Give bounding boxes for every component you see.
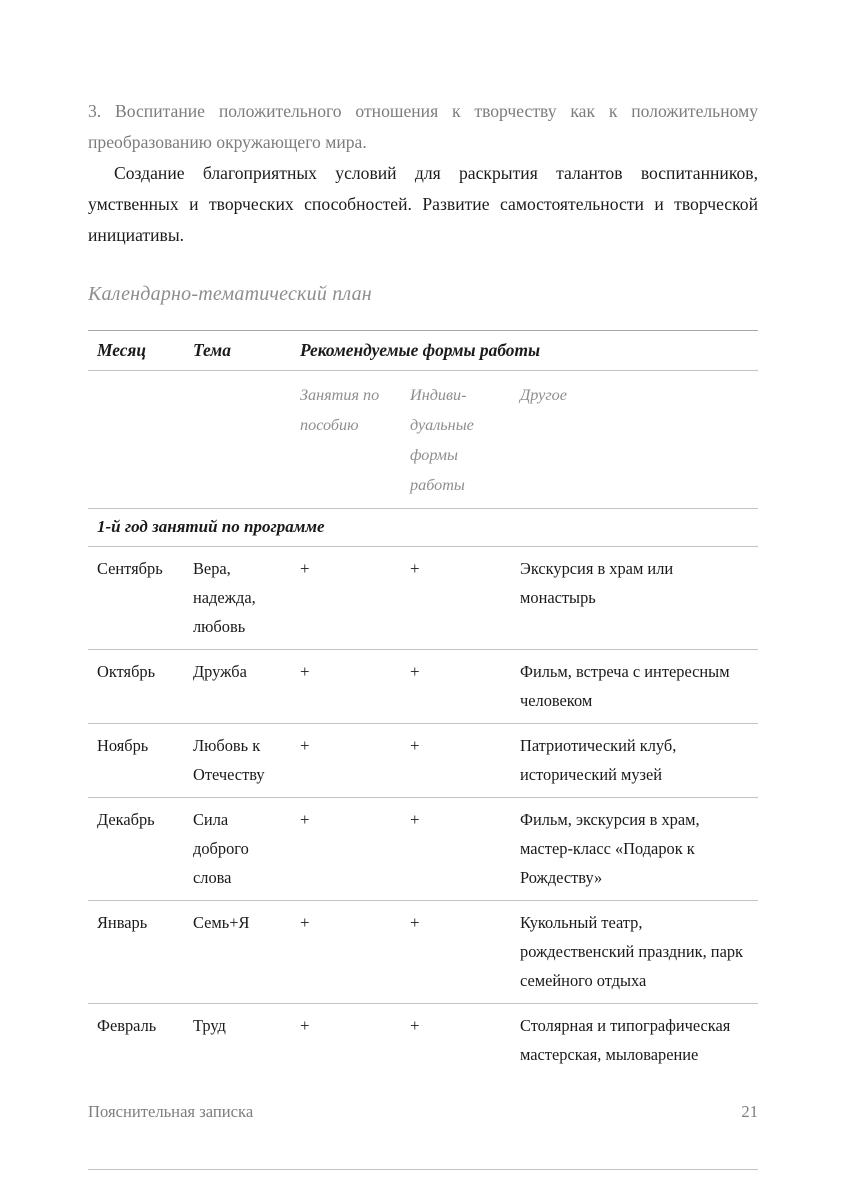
band-label: 1-й год занятий по программе <box>97 517 325 536</box>
table-row <box>88 547 758 650</box>
intro-paragraph-muted: 3. Воспитание положительного отношения к творчеству как к положительному преобразованию окружающего мира. <box>88 101 758 152</box>
cell-manual: + <box>300 736 310 755</box>
cell-manual: + <box>300 913 310 932</box>
cell-month: Октябрь <box>97 662 156 681</box>
intro-section <box>88 96 758 251</box>
subheader-month-empty <box>88 371 184 509</box>
footer-page-number: 21 <box>741 1102 758 1121</box>
cell-other: Патриотический клуб, исторический музей <box>520 736 677 784</box>
cell-month: Сентябрь <box>97 559 163 578</box>
cell-theme: Сила доброго слова <box>193 810 249 887</box>
table-header-row-main <box>88 331 758 371</box>
table-row <box>88 798 758 901</box>
cell-manual: + <box>300 559 310 578</box>
table-header-row-sub <box>88 371 758 509</box>
table-row <box>88 1004 758 1170</box>
table-row <box>88 901 758 1004</box>
cell-other: Экскурсия в храм или монастырь <box>520 559 674 607</box>
document-page <box>88 0 758 1202</box>
section-title: Календарно-тематический план <box>88 283 372 305</box>
cell-theme: Труд <box>193 1016 226 1035</box>
subheader-individual: Индиви- дуальные формы работы <box>410 386 474 494</box>
footer-chapter-title: Пояснительная записка <box>88 1102 254 1121</box>
cell-individual: + <box>410 1016 420 1035</box>
table-band-row <box>88 509 758 547</box>
cell-manual: + <box>300 662 310 681</box>
subheader-other: Другое <box>520 386 567 404</box>
cell-individual: + <box>410 736 420 755</box>
page-footer <box>88 1102 758 1122</box>
cell-theme: Дружба <box>193 662 247 681</box>
cell-other: Фильм, экскурсия в храм, мастер-класс «Подарок к Рождеству» <box>520 810 700 887</box>
calendar-plan-table <box>88 330 758 1170</box>
subheader-manual: Занятия по пособию <box>300 386 380 434</box>
header-month: Месяц <box>97 340 147 360</box>
cell-theme: Вера, надежда, любовь <box>193 559 256 636</box>
header-forms: Рекомендуемые формы работы <box>300 340 541 360</box>
cell-individual: + <box>410 662 420 681</box>
cell-month: Декабрь <box>97 810 155 829</box>
cell-other: Кукольный театр, рождественский праздник, парк семейного отдыха <box>520 913 744 990</box>
table-row <box>88 724 758 798</box>
cell-other: Столярная и типографическая мастерская, мыловарение <box>520 1016 731 1064</box>
cell-month: Ноябрь <box>97 736 149 755</box>
cell-month: Февраль <box>97 1016 157 1035</box>
header-theme: Тема <box>193 340 231 360</box>
cell-theme: Семь+Я <box>193 913 250 932</box>
cell-individual: + <box>410 913 420 932</box>
cell-theme: Любовь к Отечеству <box>193 736 265 784</box>
cell-month: Январь <box>97 913 148 932</box>
intro-paragraph-main: Создание благоприятных условий для раскрытия талантов воспитанников, умственных и творческих способностей. Развитие самостоятельности и творческой инициативы. <box>88 163 758 245</box>
cell-manual: + <box>300 1016 310 1035</box>
table-row <box>88 650 758 724</box>
cell-manual: + <box>300 810 310 829</box>
subheader-theme-empty <box>184 371 291 509</box>
cell-other: Фильм, встреча с интересным человеком <box>520 662 730 710</box>
cell-individual: + <box>410 559 420 578</box>
cell-individual: + <box>410 810 420 829</box>
